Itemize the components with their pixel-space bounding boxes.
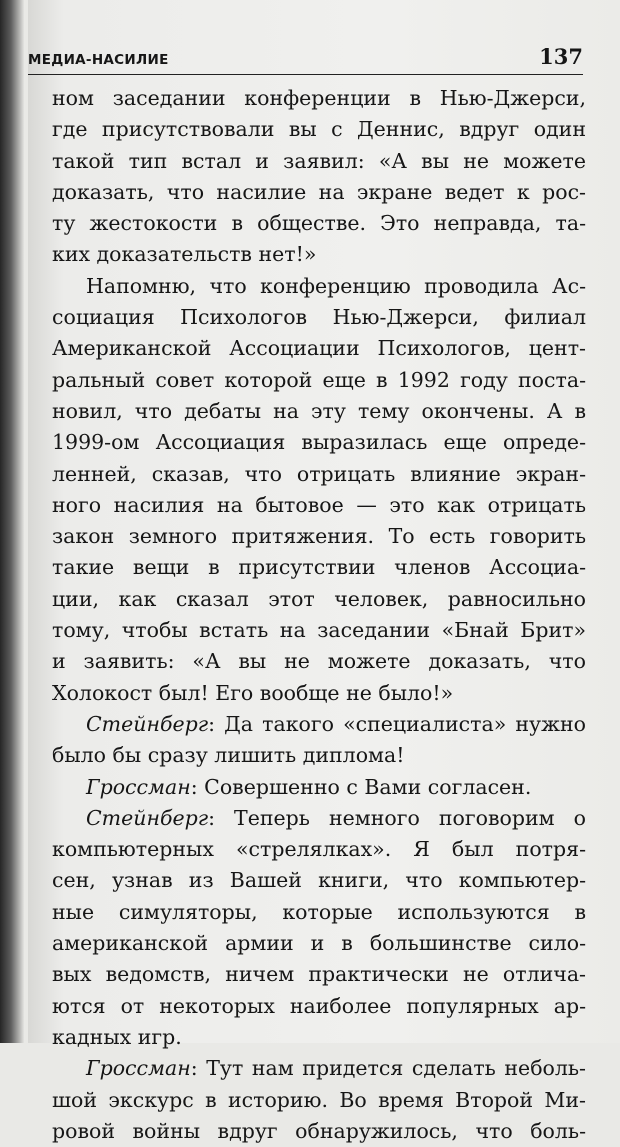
speech-text: : Тут нам придется сделать неболь- bbox=[190, 1056, 586, 1081]
text-line: Напомню, что конференцию проводила Ас- bbox=[86, 273, 586, 298]
page-header bbox=[28, 42, 583, 75]
text-line bbox=[52, 1053, 586, 1084]
text-line: ном заседании конференции в Нью-Джерси, bbox=[52, 86, 586, 110]
text-line: новил, что дебаты на эту тему окончены. А в bbox=[52, 398, 586, 423]
text-line: Холокост был! Его вообще не было!» bbox=[52, 680, 454, 705]
text-line: американской армии и в большинстве сило- bbox=[52, 931, 586, 956]
dialogue-paragraph bbox=[52, 772, 586, 803]
speaker-name: Стейнберг bbox=[86, 805, 209, 830]
text-line: ровой войны вдруг обнаружилось, что боль- bbox=[52, 1118, 586, 1143]
text-line: Американской Ассоциации Психологов, цент- bbox=[52, 336, 586, 361]
text-line: где присутствовали вы с Деннис, вдруг один bbox=[52, 117, 586, 142]
page-number: 137 bbox=[539, 44, 583, 69]
text-line bbox=[52, 803, 586, 834]
speech-text: : Теперь немного поговорим о bbox=[208, 805, 586, 830]
speaker-name: Гроссман bbox=[86, 1056, 191, 1081]
text-line: такие вещи в присутствии членов Ассоциа- bbox=[52, 555, 586, 580]
text-line: закон земного притяжения. То есть говорить bbox=[52, 524, 586, 549]
text-line: вых ведомств, ничем практически не отлича- bbox=[52, 962, 586, 987]
text-line: ту жестокости в обществе. Это неправда, та- bbox=[52, 211, 586, 236]
text-line bbox=[52, 709, 586, 740]
text-line: сен, узнав из Вашей книги, что компьютер- bbox=[52, 868, 586, 893]
text-line: социация Психологов Нью-Джерси, филиал bbox=[52, 305, 586, 330]
text-line: ции, как сказал этот человек, равносильно bbox=[52, 586, 586, 611]
dialogue-paragraph bbox=[52, 1053, 586, 1147]
speaker-name: Стейнберг bbox=[86, 711, 209, 736]
text-line: ные симуляторы, которые используются в bbox=[52, 899, 586, 924]
text-line: было бы сразу лишить диплома! bbox=[52, 743, 405, 768]
text-line: ленней, сказав, что отрицать влияние экран- bbox=[52, 461, 586, 486]
text-line: 1999-ом Ассоциация выразилась еще опреде- bbox=[52, 430, 586, 455]
text-line: тому, чтобы встать на заседании «Бнай Брит» bbox=[52, 618, 586, 643]
text-line: шой экскурс в историю. Во время Второй Ми- bbox=[52, 1087, 586, 1112]
body-text bbox=[52, 83, 586, 1147]
running-head: МЕДИА-НАСИЛИЕ bbox=[28, 52, 169, 68]
speaker-name: Гроссман bbox=[86, 774, 191, 799]
text-line: компьютерных «стрелялках». Я был потря- bbox=[52, 837, 586, 862]
speech-text: : Совершенно с Вами согласен. bbox=[190, 774, 532, 799]
text-line: такой тип встал и заявил: «А вы не можете bbox=[52, 148, 586, 173]
text-line: ральный совет которой еще в 1992 году поста- bbox=[52, 367, 586, 392]
text-line: ких доказательств нет!» bbox=[52, 242, 317, 267]
paragraph bbox=[52, 83, 586, 271]
text-line: ются от некоторых наиболее популярных ар- bbox=[52, 993, 586, 1018]
text-line: доказать, что насилие на экране ведет к рос- bbox=[52, 179, 586, 204]
text-line: кадных игр. bbox=[52, 1024, 182, 1049]
book-spine-shadow bbox=[0, 0, 24, 1043]
paragraph bbox=[52, 271, 586, 709]
text-line: и заявить: «А вы не можете доказать, что bbox=[52, 649, 586, 674]
dialogue-paragraph bbox=[52, 709, 586, 772]
text-line: ного насилия на бытовое — это как отрицать bbox=[52, 492, 586, 517]
speech-text: : Да такого «специалиста» нужно bbox=[208, 711, 586, 736]
text-line bbox=[52, 772, 586, 803]
dialogue-paragraph bbox=[52, 803, 586, 1053]
